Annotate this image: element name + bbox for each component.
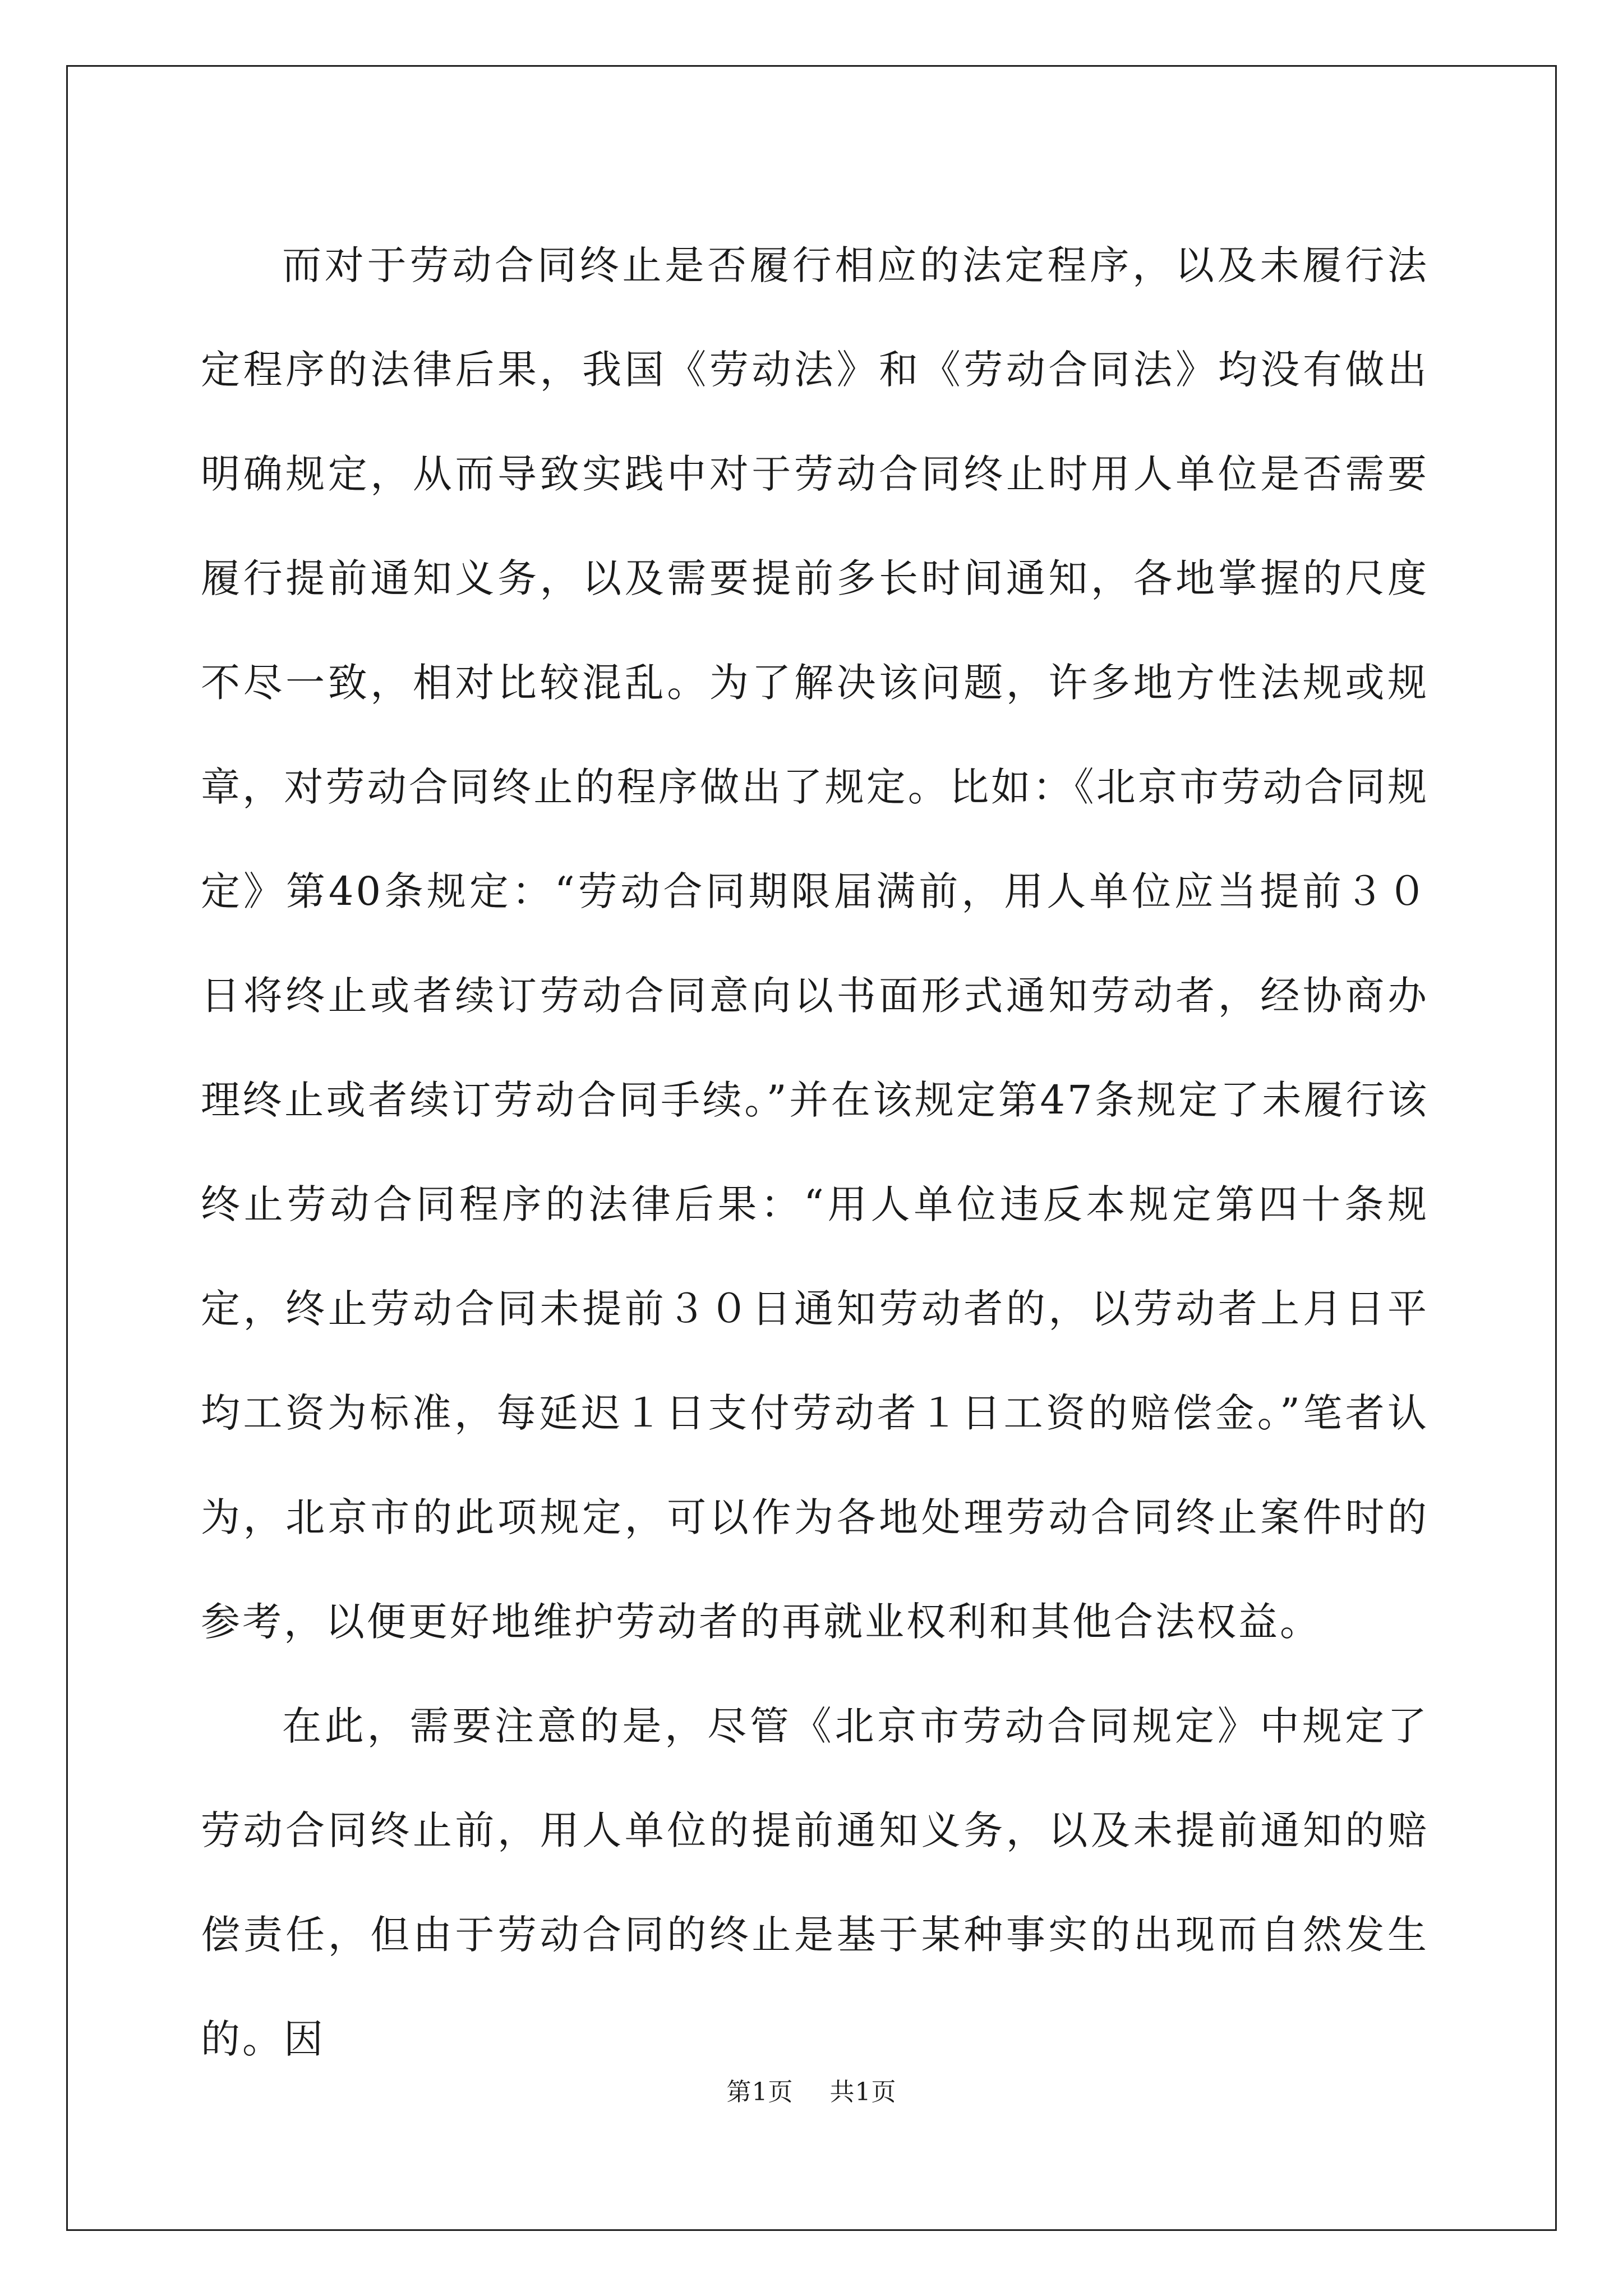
paragraph: 在此，需要注意的是，尽管《北京市劳动合同规定》中规定了劳动合同终止前，用人单位的提前通知义务，以及未提前通知的赔偿责任，但由于劳动合同的终止是基于某种事实的出现而自然发生的。因 (201, 1703, 1429, 2062)
page-number: 第1页 (726, 2078, 794, 2106)
paragraph: 而对于劳动合同终止是否履行相应的法定程序，以及未履行法定程序的法律后果，我国《劳动法》和《劳动合同法》均没有做出明确规定，从而导致实践中对于劳动合同终止时用人单位是否需要履行提前通知义务，以及需要提前多长时间通知，各地掌握的尺度不尽一致，相对比较混乱。为了解决该问题，许多地方性法规或规章，对劳动合同终止的程序做出了规定。比如：《北京市劳动合同规定》第40条规定：“劳动合同期限届满前，用人单位应当提前３０日将终止或者续订劳动合同意向以书面形式通知劳动者，经协商办理终止或者续订劳动合同手续。”并在该规定第47条规定了未履行该终止劳动合同程序的法律后果：“用人单位违反本规定第四十条规定，终止劳动合同未提前３０日通知劳动者的，以劳动者上月日平均工资为标准，每延迟１日支付劳动者１日工资的赔偿金。”笔者认为，北京市的此项规定，可以作为各地处理劳动合同终止案件时的参考，以便更好地维护劳动者的再就业权利和其他合法权益。 (201, 242, 1429, 1645)
page-total: 共1页 (829, 2078, 897, 2106)
page-footer (0, 2076, 1623, 2109)
document-body (201, 213, 1429, 2091)
